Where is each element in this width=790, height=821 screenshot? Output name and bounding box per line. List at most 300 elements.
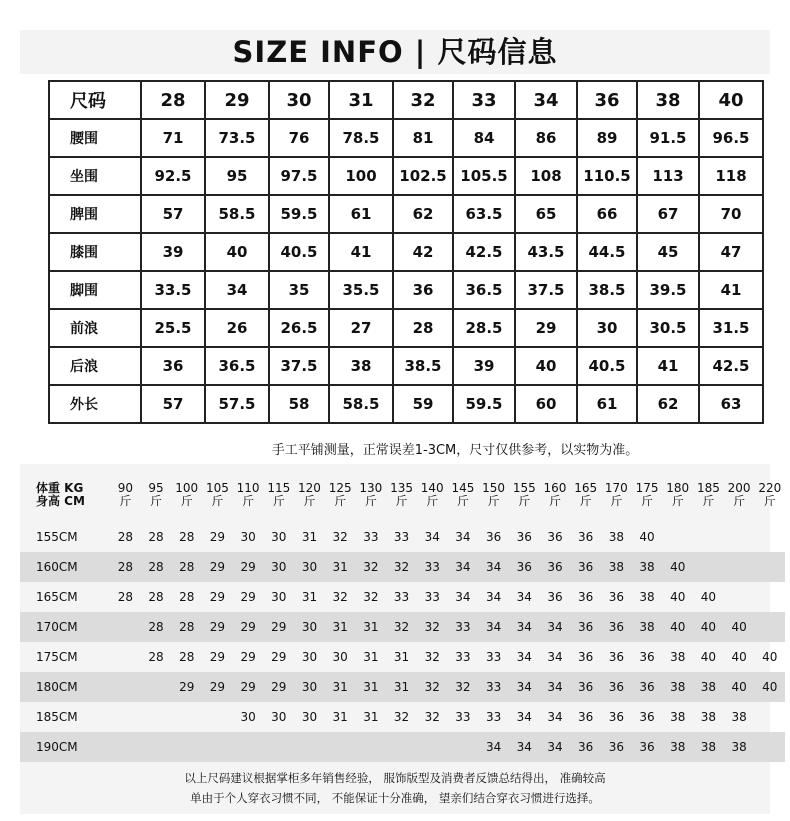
size-header-cell: 29 [205, 81, 269, 119]
recommended-size-cell: 29 [209, 590, 226, 604]
measurement-cell: 61 [577, 385, 637, 423]
weight-value: 110 [236, 481, 260, 495]
size-recommendation-table [20, 478, 785, 762]
measurement-cell: 67 [637, 195, 699, 233]
weight-value: 115 [267, 481, 291, 495]
weight-value: 135 [390, 481, 413, 495]
recommended-size-cell: 29 [271, 650, 287, 664]
recommended-size-cell: 28 [179, 530, 195, 544]
measurement-cell: 44.5 [577, 233, 637, 271]
recommended-size-cell: 32 [424, 650, 440, 664]
recommended-size-cell: 33 [424, 590, 440, 604]
recommended-size-cell: 30 [240, 710, 256, 724]
weight-header-cell [110, 478, 141, 522]
measurement-cell: 37.5 [269, 347, 329, 385]
recommended-size-cell: 31 [386, 672, 417, 702]
measurement-cell: 89 [577, 119, 637, 157]
height-row [20, 552, 785, 582]
recommended-size-cell: 36 [570, 552, 601, 582]
recommended-size-cell: 40 [700, 590, 717, 604]
recommended-size-cell: 36 [608, 590, 624, 604]
recommended-size-cell: 40 [754, 672, 785, 702]
measurement-cell: 102.5 [393, 157, 453, 195]
weight-unit: 斤 [763, 494, 776, 508]
recommended-size-cell: 33 [363, 530, 379, 544]
recommended-size-cell: 33 [448, 612, 479, 642]
measurement-cell: 62 [637, 385, 699, 423]
measurement-cell: 86 [515, 119, 577, 157]
weight-header-cell [325, 478, 356, 522]
recommended-size-cell: 31 [325, 672, 356, 702]
measurement-cell: 40 [515, 347, 577, 385]
weight-header-cell [724, 478, 755, 522]
weight-value: 165 [574, 481, 598, 495]
height-row [20, 732, 785, 762]
measurement-cell: 60 [515, 385, 577, 423]
recommended-size-cell: 34 [455, 530, 471, 544]
recommended-size-cell [356, 732, 387, 762]
height-row [20, 672, 785, 702]
measurement-cell: 36 [393, 271, 453, 309]
recommended-size-cell [417, 732, 448, 762]
recommended-size-cell: 36 [578, 530, 594, 544]
recommended-size-cell: 40 [693, 612, 724, 642]
weight-header-cell [662, 478, 693, 522]
weight-height-corner [20, 478, 110, 522]
recommended-size-cell: 33 [485, 650, 502, 664]
measurement-cell: 59 [393, 385, 453, 423]
recommended-size-cell [141, 732, 172, 762]
recommended-size-cell: 28 [117, 590, 133, 604]
measurement-row [49, 119, 763, 157]
weight-value: 120 [298, 481, 321, 495]
recommended-size-cell: 28 [117, 530, 133, 544]
measurement-cell: 38 [329, 347, 393, 385]
recommended-size-cell: 36 [578, 590, 594, 604]
size-chart-table [48, 80, 764, 424]
recommended-size-cell: 40 [762, 650, 778, 664]
measurement-cell: 25.5 [141, 309, 205, 347]
weight-unit: 斤 [303, 494, 316, 508]
weight-header-cell [263, 478, 294, 522]
measurement-label: 腰围 [49, 119, 141, 157]
measurement-cell: 34 [205, 271, 269, 309]
recommended-size-cell: 30 [332, 650, 348, 664]
weight-unit: 斤 [733, 494, 746, 508]
measurement-row [49, 233, 763, 271]
weight-header-cell [448, 478, 479, 522]
measurement-cell: 58 [269, 385, 329, 423]
recommended-size-cell: 32 [363, 590, 379, 604]
weight-unit: 斤 [272, 494, 285, 508]
size-header-cell: 38 [637, 81, 699, 119]
weight-value: 175 [635, 481, 659, 495]
weight-unit: 斤 [702, 494, 715, 508]
measurement-cell: 91.5 [637, 119, 699, 157]
recommended-size-cell: 32 [332, 530, 348, 544]
weight-unit: 斤 [579, 494, 592, 508]
recommended-size-cell: 29 [202, 612, 233, 642]
weight-value: 150 [482, 481, 506, 495]
weight-unit: 斤 [395, 494, 408, 508]
size-header-cell: 34 [515, 81, 577, 119]
weight-unit: 斤 [364, 494, 377, 508]
recommended-size-cell: 33 [393, 530, 410, 544]
height-label: 190CM [20, 732, 110, 762]
recommended-size-cell: 28 [110, 552, 141, 582]
recommended-size-cell [110, 732, 141, 762]
measurement-cell: 97.5 [269, 157, 329, 195]
page-title: SIZE INFO | 尺码信息 [232, 35, 558, 69]
size-header-cell: 33 [453, 81, 515, 119]
recommended-size-cell: 38 [670, 710, 686, 724]
weight-unit: 斤 [671, 494, 684, 508]
size-header-cell: 30 [269, 81, 329, 119]
recommended-size-cell: 32 [356, 552, 387, 582]
weight-value: 90 [117, 481, 133, 495]
height-label: 155CM [36, 530, 78, 544]
recommended-size-cell: 31 [363, 650, 379, 664]
measurement-cell: 42 [393, 233, 453, 271]
measurement-cell: 113 [637, 157, 699, 195]
measurement-cell: 26 [205, 309, 269, 347]
recommended-size-cell: 34 [478, 732, 509, 762]
weight-value: 220 [758, 481, 782, 495]
recommended-size-cell: 38 [700, 710, 717, 724]
recommendation-note-line-2: 单由于个人穿衣习惯不同， 不能保证十分准确， 望亲们结合穿衣习惯进行选择。 [190, 791, 600, 805]
weight-value: 160 [543, 481, 567, 495]
recommended-size-cell: 38 [731, 710, 747, 724]
recommended-size-cell: 34 [516, 650, 532, 664]
recommended-size-cell: 40 [731, 650, 747, 664]
weight-header-cell [141, 478, 172, 522]
recommended-size-cell: 34 [424, 530, 440, 544]
recommended-size-cell: 34 [455, 590, 471, 604]
weight-value: 145 [451, 481, 475, 495]
recommended-size-cell: 38 [724, 732, 755, 762]
measurement-label: 脾围 [49, 195, 141, 233]
recommended-size-cell: 29 [233, 672, 264, 702]
measurement-cell: 27 [329, 309, 393, 347]
recommended-size-cell: 38 [608, 530, 624, 544]
recommended-size-cell [662, 522, 693, 552]
weight-unit: 斤 [334, 494, 347, 508]
measurement-cell: 41 [329, 233, 393, 271]
size-header-row [49, 81, 763, 119]
recommended-size-cell: 33 [393, 590, 410, 604]
recommended-size-cell [754, 522, 785, 552]
recommended-size-cell: 30 [263, 552, 294, 582]
recommended-size-cell: 36 [578, 710, 594, 724]
recommended-size-cell: 36 [578, 650, 594, 664]
recommended-size-cell: 28 [141, 612, 172, 642]
recommended-size-cell: 31 [332, 710, 348, 724]
recommended-size-cell: 34 [547, 650, 563, 664]
weight-header-row [20, 478, 785, 522]
measurement-cell: 81 [393, 119, 453, 157]
recommended-size-cell: 38 [670, 650, 686, 664]
measurement-row [49, 271, 763, 309]
measurement-row [49, 309, 763, 347]
recommended-size-cell: 36 [547, 590, 563, 604]
recommended-size-cell: 34 [540, 612, 571, 642]
height-label: 185CM [36, 710, 78, 724]
recommended-size-cell: 36 [570, 672, 601, 702]
recommended-size-cell [754, 552, 785, 582]
recommended-size-cell [754, 612, 785, 642]
measurement-cell: 42.5 [699, 347, 763, 385]
recommended-size-cell: 28 [141, 552, 172, 582]
recommended-size-cell [724, 522, 755, 552]
measurement-cell: 35.5 [329, 271, 393, 309]
measurement-cell: 110.5 [577, 157, 637, 195]
measurement-cell: 78.5 [329, 119, 393, 157]
recommended-size-cell [724, 582, 755, 612]
measurement-cell: 33.5 [141, 271, 205, 309]
weight-value: 125 [328, 481, 352, 495]
size-header-cell: 36 [577, 81, 637, 119]
weight-unit: 斤 [211, 494, 224, 508]
recommended-size-cell: 30 [301, 650, 318, 664]
measurement-cell: 41 [699, 271, 763, 309]
size-header-label: 尺码 [49, 81, 141, 119]
measurement-cell: 43.5 [515, 233, 577, 271]
recommended-size-cell: 34 [540, 732, 571, 762]
recommended-size-cell: 31 [356, 672, 387, 702]
recommended-size-cell [110, 702, 141, 732]
recommended-size-cell: 36 [639, 650, 655, 664]
measurement-label: 膝围 [49, 233, 141, 271]
measurement-cell: 57.5 [205, 385, 269, 423]
measurement-label: 前浪 [49, 309, 141, 347]
recommended-size-cell: 38 [632, 552, 663, 582]
recommended-size-cell [263, 732, 294, 762]
recommended-size-cell: 31 [325, 612, 356, 642]
measurement-cell: 76 [269, 119, 329, 157]
measurement-cell: 96.5 [699, 119, 763, 157]
measurement-cell: 65 [515, 195, 577, 233]
weight-unit: 斤 [150, 494, 163, 508]
recommended-size-cell: 36 [632, 672, 663, 702]
recommended-size-cell: 28 [148, 530, 164, 544]
weight-value: 185 [696, 481, 720, 495]
corner-weight-label: 体重 KG [36, 481, 84, 495]
measurement-cell: 39 [453, 347, 515, 385]
size-header-cell: 32 [393, 81, 453, 119]
measurement-row [49, 157, 763, 195]
weight-header-cell [202, 478, 233, 522]
recommended-size-cell: 32 [386, 612, 417, 642]
weight-unit: 斤 [242, 494, 255, 508]
measurement-cell: 63 [699, 385, 763, 423]
height-row [20, 582, 785, 612]
weight-value: 100 [175, 481, 199, 495]
recommended-size-cell: 40 [670, 590, 686, 604]
recommended-size-cell: 38 [601, 552, 632, 582]
weight-unit: 斤 [456, 494, 469, 508]
weight-header-cell [509, 478, 540, 522]
measurement-cell: 61 [329, 195, 393, 233]
recommended-size-cell: 40 [724, 612, 755, 642]
measurement-cell: 47 [699, 233, 763, 271]
recommended-size-cell: 29 [202, 552, 233, 582]
weight-header-cell [540, 478, 571, 522]
weight-header-cell [478, 478, 509, 522]
measurement-cell: 30 [577, 309, 637, 347]
recommended-size-cell: 32 [448, 672, 479, 702]
measurement-cell: 92.5 [141, 157, 205, 195]
weight-header-cell [386, 478, 417, 522]
weight-unit: 斤 [641, 494, 654, 508]
measurement-note: 手工平铺测量，正常误差1-3CM，尺寸仅供参考，以实物为准。 [271, 443, 639, 458]
measurement-cell: 37.5 [515, 271, 577, 309]
recommended-size-cell: 38 [693, 732, 724, 762]
weight-header-cell [632, 478, 663, 522]
weight-value: 180 [666, 481, 690, 495]
weight-header-cell [233, 478, 264, 522]
height-label: 180CM [20, 672, 110, 702]
recommended-size-cell [202, 702, 233, 732]
recommended-size-cell: 34 [509, 672, 540, 702]
recommended-size-cell: 36 [608, 710, 624, 724]
weight-header-cell [754, 478, 785, 522]
recommended-size-cell [171, 702, 202, 732]
recommended-size-cell: 40 [724, 672, 755, 702]
recommended-size-cell: 36 [570, 612, 601, 642]
weight-unit: 斤 [119, 494, 132, 508]
height-label: 160CM [20, 552, 110, 582]
height-row [20, 702, 785, 732]
recommended-size-cell: 33 [455, 650, 471, 664]
measurement-cell: 38.5 [577, 271, 637, 309]
weight-value: 95 [148, 481, 164, 495]
recommended-size-cell: 30 [294, 612, 325, 642]
measurement-row [49, 385, 763, 423]
measurement-cell: 36 [141, 347, 205, 385]
height-row [20, 642, 785, 672]
weight-header-cell [356, 478, 387, 522]
weight-unit: 斤 [610, 494, 623, 508]
recommended-size-cell: 34 [540, 672, 571, 702]
recommended-size-cell: 34 [547, 710, 563, 724]
recommended-size-cell: 38 [693, 672, 724, 702]
recommended-size-cell: 31 [301, 590, 318, 604]
measurement-cell: 63.5 [453, 195, 515, 233]
recommended-size-cell: 34 [485, 590, 502, 604]
measurement-cell: 29 [515, 309, 577, 347]
weight-header-cell [171, 478, 202, 522]
height-label: 175CM [36, 650, 78, 664]
recommended-size-cell: 32 [393, 710, 410, 724]
recommended-size-cell: 34 [509, 612, 540, 642]
recommended-size-cell [202, 732, 233, 762]
recommended-size-cell [294, 732, 325, 762]
recommended-size-cell: 36 [570, 732, 601, 762]
recommended-size-cell [110, 672, 141, 702]
size-header-cell: 28 [141, 81, 205, 119]
recommended-size-cell: 31 [301, 530, 318, 544]
recommended-size-cell: 34 [509, 732, 540, 762]
measurement-cell: 118 [699, 157, 763, 195]
weight-value: 140 [420, 481, 444, 495]
measurement-cell: 41 [637, 347, 699, 385]
recommended-size-cell [110, 642, 141, 672]
recommended-size-cell: 28 [171, 552, 202, 582]
measurement-cell: 57 [141, 385, 205, 423]
recommended-size-cell [233, 732, 264, 762]
recommended-size-cell: 38 [662, 672, 693, 702]
recommended-size-cell: 38 [639, 590, 655, 604]
measurement-cell: 30.5 [637, 309, 699, 347]
weight-unit: 斤 [426, 494, 439, 508]
recommended-size-cell: 36 [540, 552, 571, 582]
measurement-cell: 73.5 [205, 119, 269, 157]
recommended-size-cell [724, 552, 755, 582]
recommended-size-cell: 30 [271, 710, 287, 724]
corner-height-label: 身高 CM [36, 494, 85, 508]
weight-value: 170 [604, 481, 628, 495]
measurement-cell: 70 [699, 195, 763, 233]
recommended-size-cell: 40 [700, 650, 717, 664]
measurement-cell: 59.5 [453, 385, 515, 423]
recommended-size-cell: 33 [485, 710, 502, 724]
weight-value: 130 [359, 481, 383, 495]
recommended-size-cell: 36 [547, 530, 563, 544]
measurement-cell: 71 [141, 119, 205, 157]
measurement-label: 坐围 [49, 157, 141, 195]
recommended-size-cell: 29 [233, 552, 264, 582]
recommended-size-cell [171, 732, 202, 762]
recommended-size-cell: 30 [294, 552, 325, 582]
measurement-cell: 38.5 [393, 347, 453, 385]
measurement-cell: 31.5 [699, 309, 763, 347]
recommended-size-cell: 33 [417, 552, 448, 582]
measurement-cell: 108 [515, 157, 577, 195]
recommended-size-cell: 36 [516, 530, 532, 544]
measurement-cell: 35 [269, 271, 329, 309]
measurement-cell: 58.5 [329, 385, 393, 423]
recommended-size-cell: 29 [202, 672, 233, 702]
measurement-row [49, 347, 763, 385]
recommended-size-cell: 34 [478, 552, 509, 582]
recommended-size-cell: 32 [417, 612, 448, 642]
recommended-size-cell: 30 [294, 672, 325, 702]
measurement-cell: 100 [329, 157, 393, 195]
measurement-cell: 62 [393, 195, 453, 233]
recommended-size-cell: 30 [240, 530, 256, 544]
weight-header-cell [693, 478, 724, 522]
recommended-size-cell: 28 [148, 650, 164, 664]
measurement-cell: 28 [393, 309, 453, 347]
recommended-size-cell: 30 [271, 590, 287, 604]
recommended-size-cell: 32 [386, 552, 417, 582]
recommended-size-cell: 31 [393, 650, 410, 664]
height-row [20, 522, 785, 552]
weight-unit: 斤 [487, 494, 500, 508]
size-header-cell: 40 [699, 81, 763, 119]
recommended-size-cell [693, 552, 724, 582]
recommended-size-cell: 29 [171, 672, 202, 702]
recommended-size-cell [754, 702, 785, 732]
recommended-size-cell: 34 [448, 552, 479, 582]
measurement-cell: 66 [577, 195, 637, 233]
recommended-size-cell: 29 [233, 612, 264, 642]
recommended-size-cell: 30 [271, 530, 287, 544]
measurement-cell: 84 [453, 119, 515, 157]
recommended-size-cell: 32 [332, 590, 348, 604]
weight-header-cell [601, 478, 632, 522]
recommendation-note [0, 768, 790, 808]
